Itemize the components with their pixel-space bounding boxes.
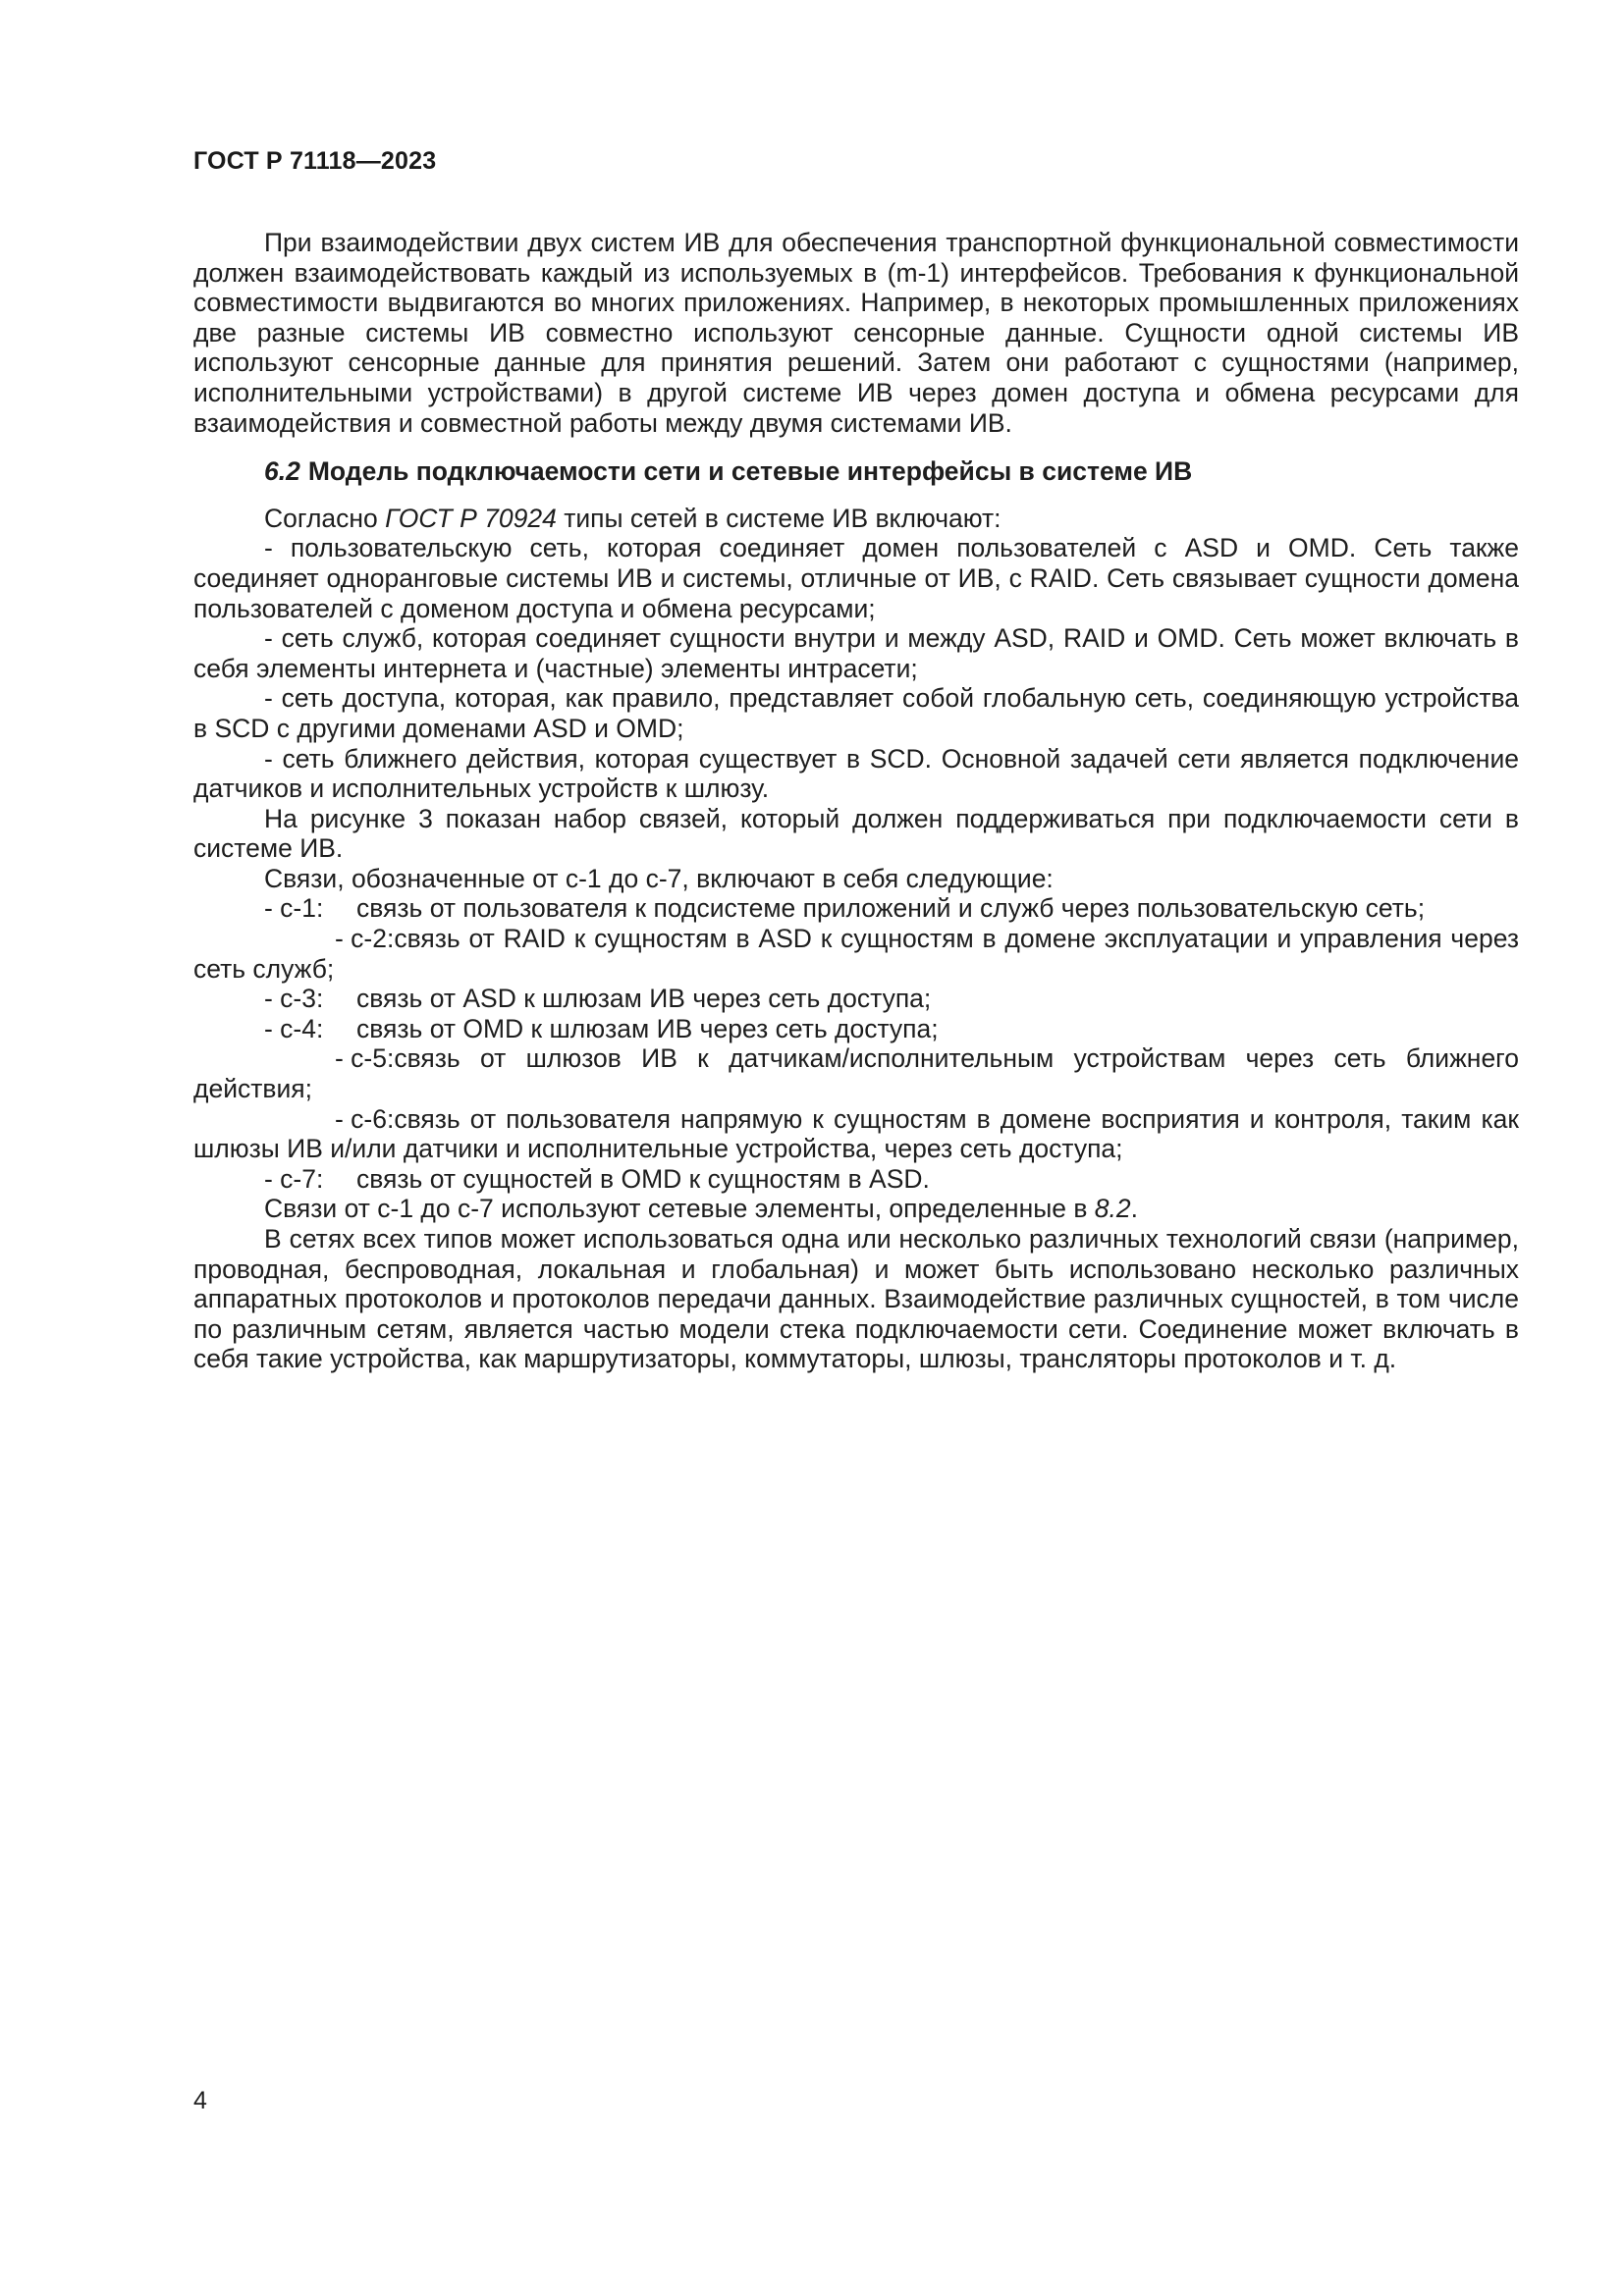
link-item: [193, 893, 1519, 924]
links-lead: Связи, обозначенные от с-1 до с-7, включают в себя следующие:: [264, 863, 1054, 893]
intro-paragraph: При взаимодействии двух систем ИВ для обеспечения транспортной функциональной совместимости должен взаимодействовать каждый из используемых в (m-1) интерфейсов. Требования к функциональной совместимости выдвигаются во многих приложениях. Например, в некоторых промышленных приложениях две разные системы ИВ совместно используют сенсорные данные. Сущности одной системы ИВ используют сенсорные данные для принятия решений. Затем они работают с сущностями (например, исполнительными устройствами) в другой системе ИВ через домен доступа и обмена ресурсами для взаимодействия и совместной работы между двумя системами ИВ.: [193, 228, 1519, 438]
link-item: [193, 1043, 1519, 1103]
link-item: [193, 1104, 1519, 1164]
closing-paragraph: В сетях всех типов может использоваться одна или несколько различных технологий связи (например, проводная, беспроводная, локальная и глобальная) и может быть использовано несколько различных аппаратных протоколов и протоколов передачи данных. Взаимодействие различных сущностей, в том числе по различным сетям, является частью модели стека подключаемости сети. Соединение может включать в себя такие устройства, как маршрутизаторы, коммутаторы, шлюзы, трансляторы протоколов и т. д.: [193, 1224, 1519, 1374]
link-text: связь от OMD к шлюзам ИВ через сеть доступа;: [356, 1013, 939, 1043]
list-item: - сеть служб, которая соединяет сущности внутри и между ASD, RAID и OMD. Сеть может включать в себя элементы интернета и (частные) элементы интрасети;: [193, 623, 1519, 683]
link-code: - с-7:: [264, 1163, 324, 1194]
link-item: [193, 924, 1519, 984]
link-item: [193, 984, 1519, 1014]
link-item: [193, 1164, 1519, 1195]
section-reference: 8.2: [1094, 1194, 1131, 1224]
usage-text-end: .: [1130, 1194, 1139, 1224]
link-code: - с-2:: [335, 924, 395, 954]
link-item: [193, 1014, 1519, 1044]
network-types-lead: [193, 504, 1519, 534]
link-text: связь от сущностей в OMD к сущностям в ASD.: [356, 1163, 930, 1194]
document-code-header: ГОСТ Р 71118—2023: [193, 147, 437, 175]
list-item: - сеть доступа, которая, как правило, представляет собой глобальную сеть, соединяющую устройства в SCD с другими доменами ASD и OMD;: [193, 683, 1519, 743]
list-item: - пользовательскую сеть, которая соединяет домен пользователей с ASD и OMD. Сеть также соединяет одноранговые системы ИВ и системы, отличные от ИВ, с RAID. Сеть связывает сущности домена пользователей с доменом доступа и обмена ресурсами;: [193, 533, 1519, 623]
section-title: Модель подключаемости сети и сетевые интерфейсы в системе ИВ: [307, 456, 1193, 487]
link-code: - с-1:: [264, 893, 324, 924]
link-code: - с-6:: [335, 1103, 395, 1134]
section-number: 6.2: [264, 456, 300, 487]
lead-text: Согласно: [264, 503, 386, 533]
links-usage-paragraph: [193, 1194, 1519, 1224]
link-text: связь от ASD к шлюзам ИВ через сеть доступа;: [356, 984, 932, 1014]
page-number: 4: [193, 2087, 207, 2114]
usage-text: Связи от с-1 до с-7 используют сетевые элементы, определенные в: [264, 1194, 1095, 1224]
link-code: - с-4:: [264, 1013, 324, 1043]
link-text: связь от пользователя напрямую к сущностям в домене восприятия и контроля, таким как шлюзы ИВ и/или датчики и исполнительные устройства, через сеть доступа;: [193, 1103, 1519, 1164]
standard-reference: ГОСТ Р 70924: [385, 503, 557, 533]
link-text: связь от пользователя к подсистеме приложений и служб через пользовательскую сеть;: [356, 893, 1426, 924]
figure-paragraph: На рисунке 3 показан набор связей, который должен поддерживаться при подключаемости сети в системе ИВ.: [193, 803, 1519, 864]
section-heading: [193, 456, 1519, 487]
lead-text-end: типы сетей в системе ИВ включают:: [556, 503, 1001, 533]
document-body: [193, 228, 1519, 1374]
list-item: - сеть ближнего действия, которая существует в SCD. Основной задачей сети является подключение датчиков и исполнительных устройств к шлюзу.: [193, 743, 1519, 804]
link-code: - с-5:: [335, 1043, 395, 1074]
link-text: связь от шлюзов ИВ к датчикам/исполнительным устройствам через сеть ближнего действия;: [193, 1043, 1519, 1104]
link-text: связь от RAID к сущностям в ASD к сущностям в домене эксплуатации и управления через сеть служб;: [193, 924, 1519, 984]
link-code: - с-3:: [264, 984, 324, 1014]
